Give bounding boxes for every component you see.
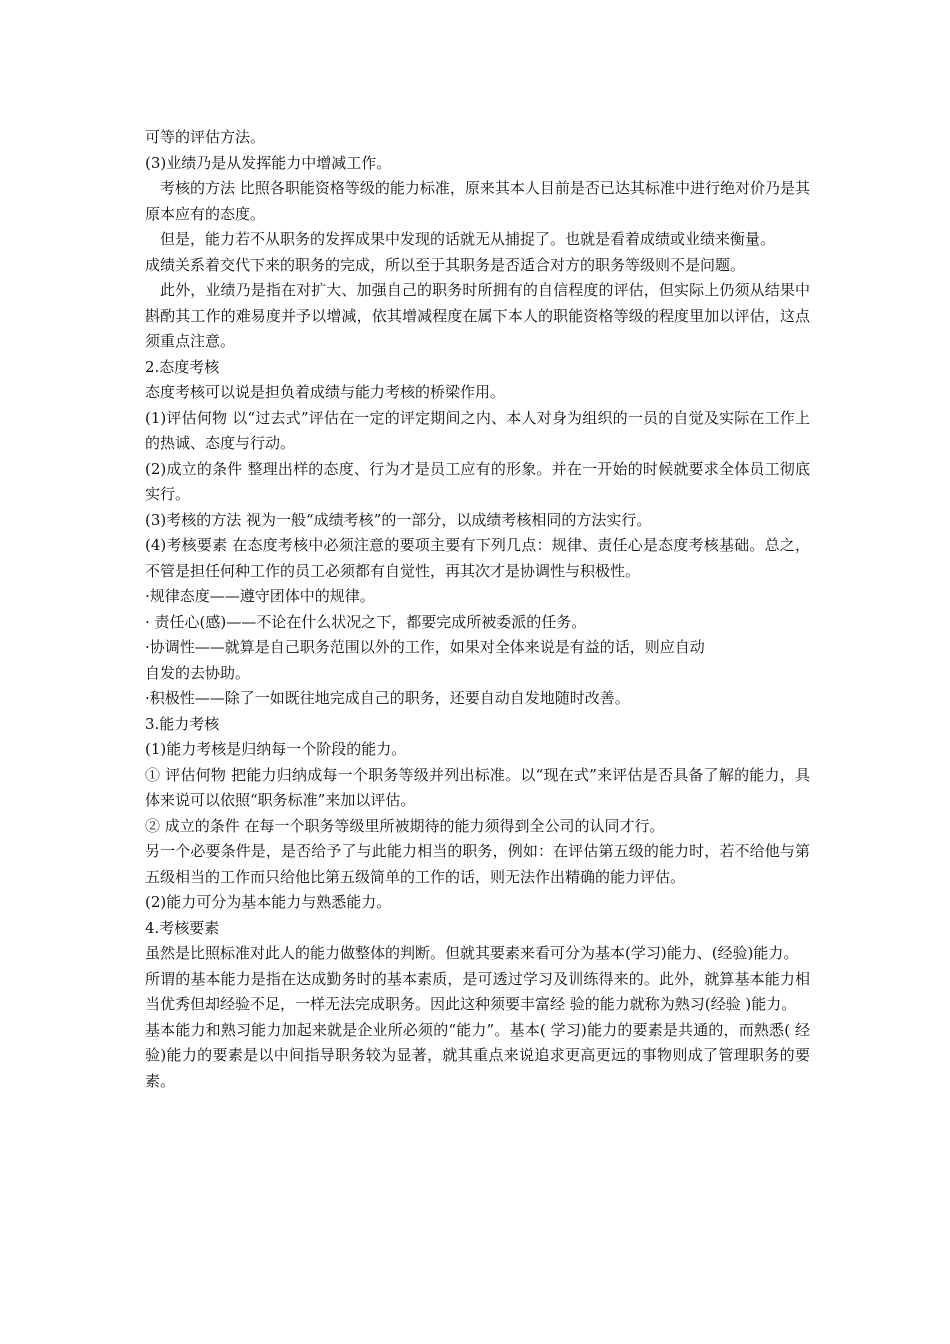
paragraph: (2)能力可分为基本能力与熟悉能力。	[145, 893, 392, 911]
paragraph: 此外，业绩乃是指在对扩大、加强自己的职务时所拥有的自信程度的评估，但实际上仍须从结果中斟酌其工作的难易度并予以增减，依其增减程度在属下本人的职能资格等级的程度里加以评估，这点须重点注意。	[145, 281, 810, 350]
paragraph: (3)考核的方法 视为一般“成绩考核”的一部分，以成绩考核相同的方法实行。	[145, 510, 652, 529]
paragraph: (1)能力考核是归纳每一个阶段的能力。	[145, 740, 407, 758]
paragraph: (2)成立的条件 整理出样的态度、行为才是员工应有的形象。并在一开始的时候就要求全体员工彻底实行。	[145, 459, 810, 503]
paragraph: (3)业绩乃是从发挥能力中增减工作。	[145, 153, 392, 172]
paragraph: 基本能力和熟习能力加起来就是企业所必须的“能力”。基本( 学习)能力的要素是共通的，而熟悉( 经验)能力的要素是以中间指导职务较为显著，就其重点来说追求更高更远的事物则成了管理职务的要素。	[145, 1020, 810, 1090]
paragraph: ·积极性——除了一如既往地完成自己的职务，还要自动自发地随时改善。	[145, 689, 630, 707]
paragraph: ·规律态度——遵守团体中的规律。	[145, 587, 375, 605]
paragraph: (4)考核要素 在态度考核中必须注意的要项主要有下列几点：规律、责任心是态度考核基础。总之，不管是担任何种工作的员工必须都有自觉性，再其次才是协调性与积极性。	[145, 536, 810, 580]
paragraph: ·协调性——就算是自己职务范围以外的工作，如果对全体来说是有益的话，则应自动	[145, 638, 705, 656]
paragraph: ① 评估何物 把能力归纳成每一个职务等级并列出标准。以“现在式”来评估是否具备了解的能力，具体来说可以依照“职务标准”来加以评估。	[145, 765, 810, 809]
paragraph: 考核的方法 比照各职能资格等级的能力标准，原来其本人目前是否已达其标准中进行绝对价乃是其原本应有的态度。	[145, 179, 810, 223]
paragraph: 但是，能力若不从职务的发挥成果中发现的话就无从捕捉了。也就是看着成绩或业绩来衡量。	[160, 230, 776, 248]
paragraph: 另一个必要条件是，是否给予了与此能力相当的职务，例如：在评估第五级的能力时，若不给他与第五级相当的工作而只给他比第五级简单的工作的话，则无法作出精确的能力评估。	[145, 842, 810, 886]
paragraph: 4.考核要素	[145, 918, 220, 937]
document-body	[145, 125, 810, 1094]
paragraph: (1)评估何物 以“过去式”评估在一定的评定期间之内、本人对身为组织的一员的自觉及实际在工作上的热诚、态度与行动。	[145, 408, 810, 452]
paragraph: 可等的评估方法。	[145, 128, 266, 146]
paragraph: ② 成立的条件 在每一个职务等级里所被期待的能力须得到全公司的认同才行。	[145, 816, 665, 835]
paragraph: 所谓的基本能力是指在达成勤务时的基本素质，是可透过学习及训练得来的。此外，就算基本能力相当优秀但却经验不足，一样无法完成职务。因此这种须要丰富经 验的能力就称为熟习(经验 )能力。	[145, 969, 810, 1013]
paragraph: 3.能力考核	[145, 714, 220, 733]
paragraph: 虽然是比照标准对此人的能力做整体的判断。但就其要素来看可分为基本(学习)能力、(经验)能力。	[145, 944, 799, 962]
paragraph: 2.态度考核	[145, 357, 220, 376]
paragraph: 成绩关系着交代下来的职务的完成，所以至于其职务是否适合对方的职务等级则不是问题。	[145, 255, 746, 274]
paragraph: 态度考核可以说是担负着成绩与能力考核的桥梁作用。	[145, 383, 506, 401]
paragraph: · 责任心(感)——不论在什么状况之下，都要完成所被委派的任务。	[145, 612, 587, 631]
paragraph: 自发的去协助。	[145, 663, 251, 682]
